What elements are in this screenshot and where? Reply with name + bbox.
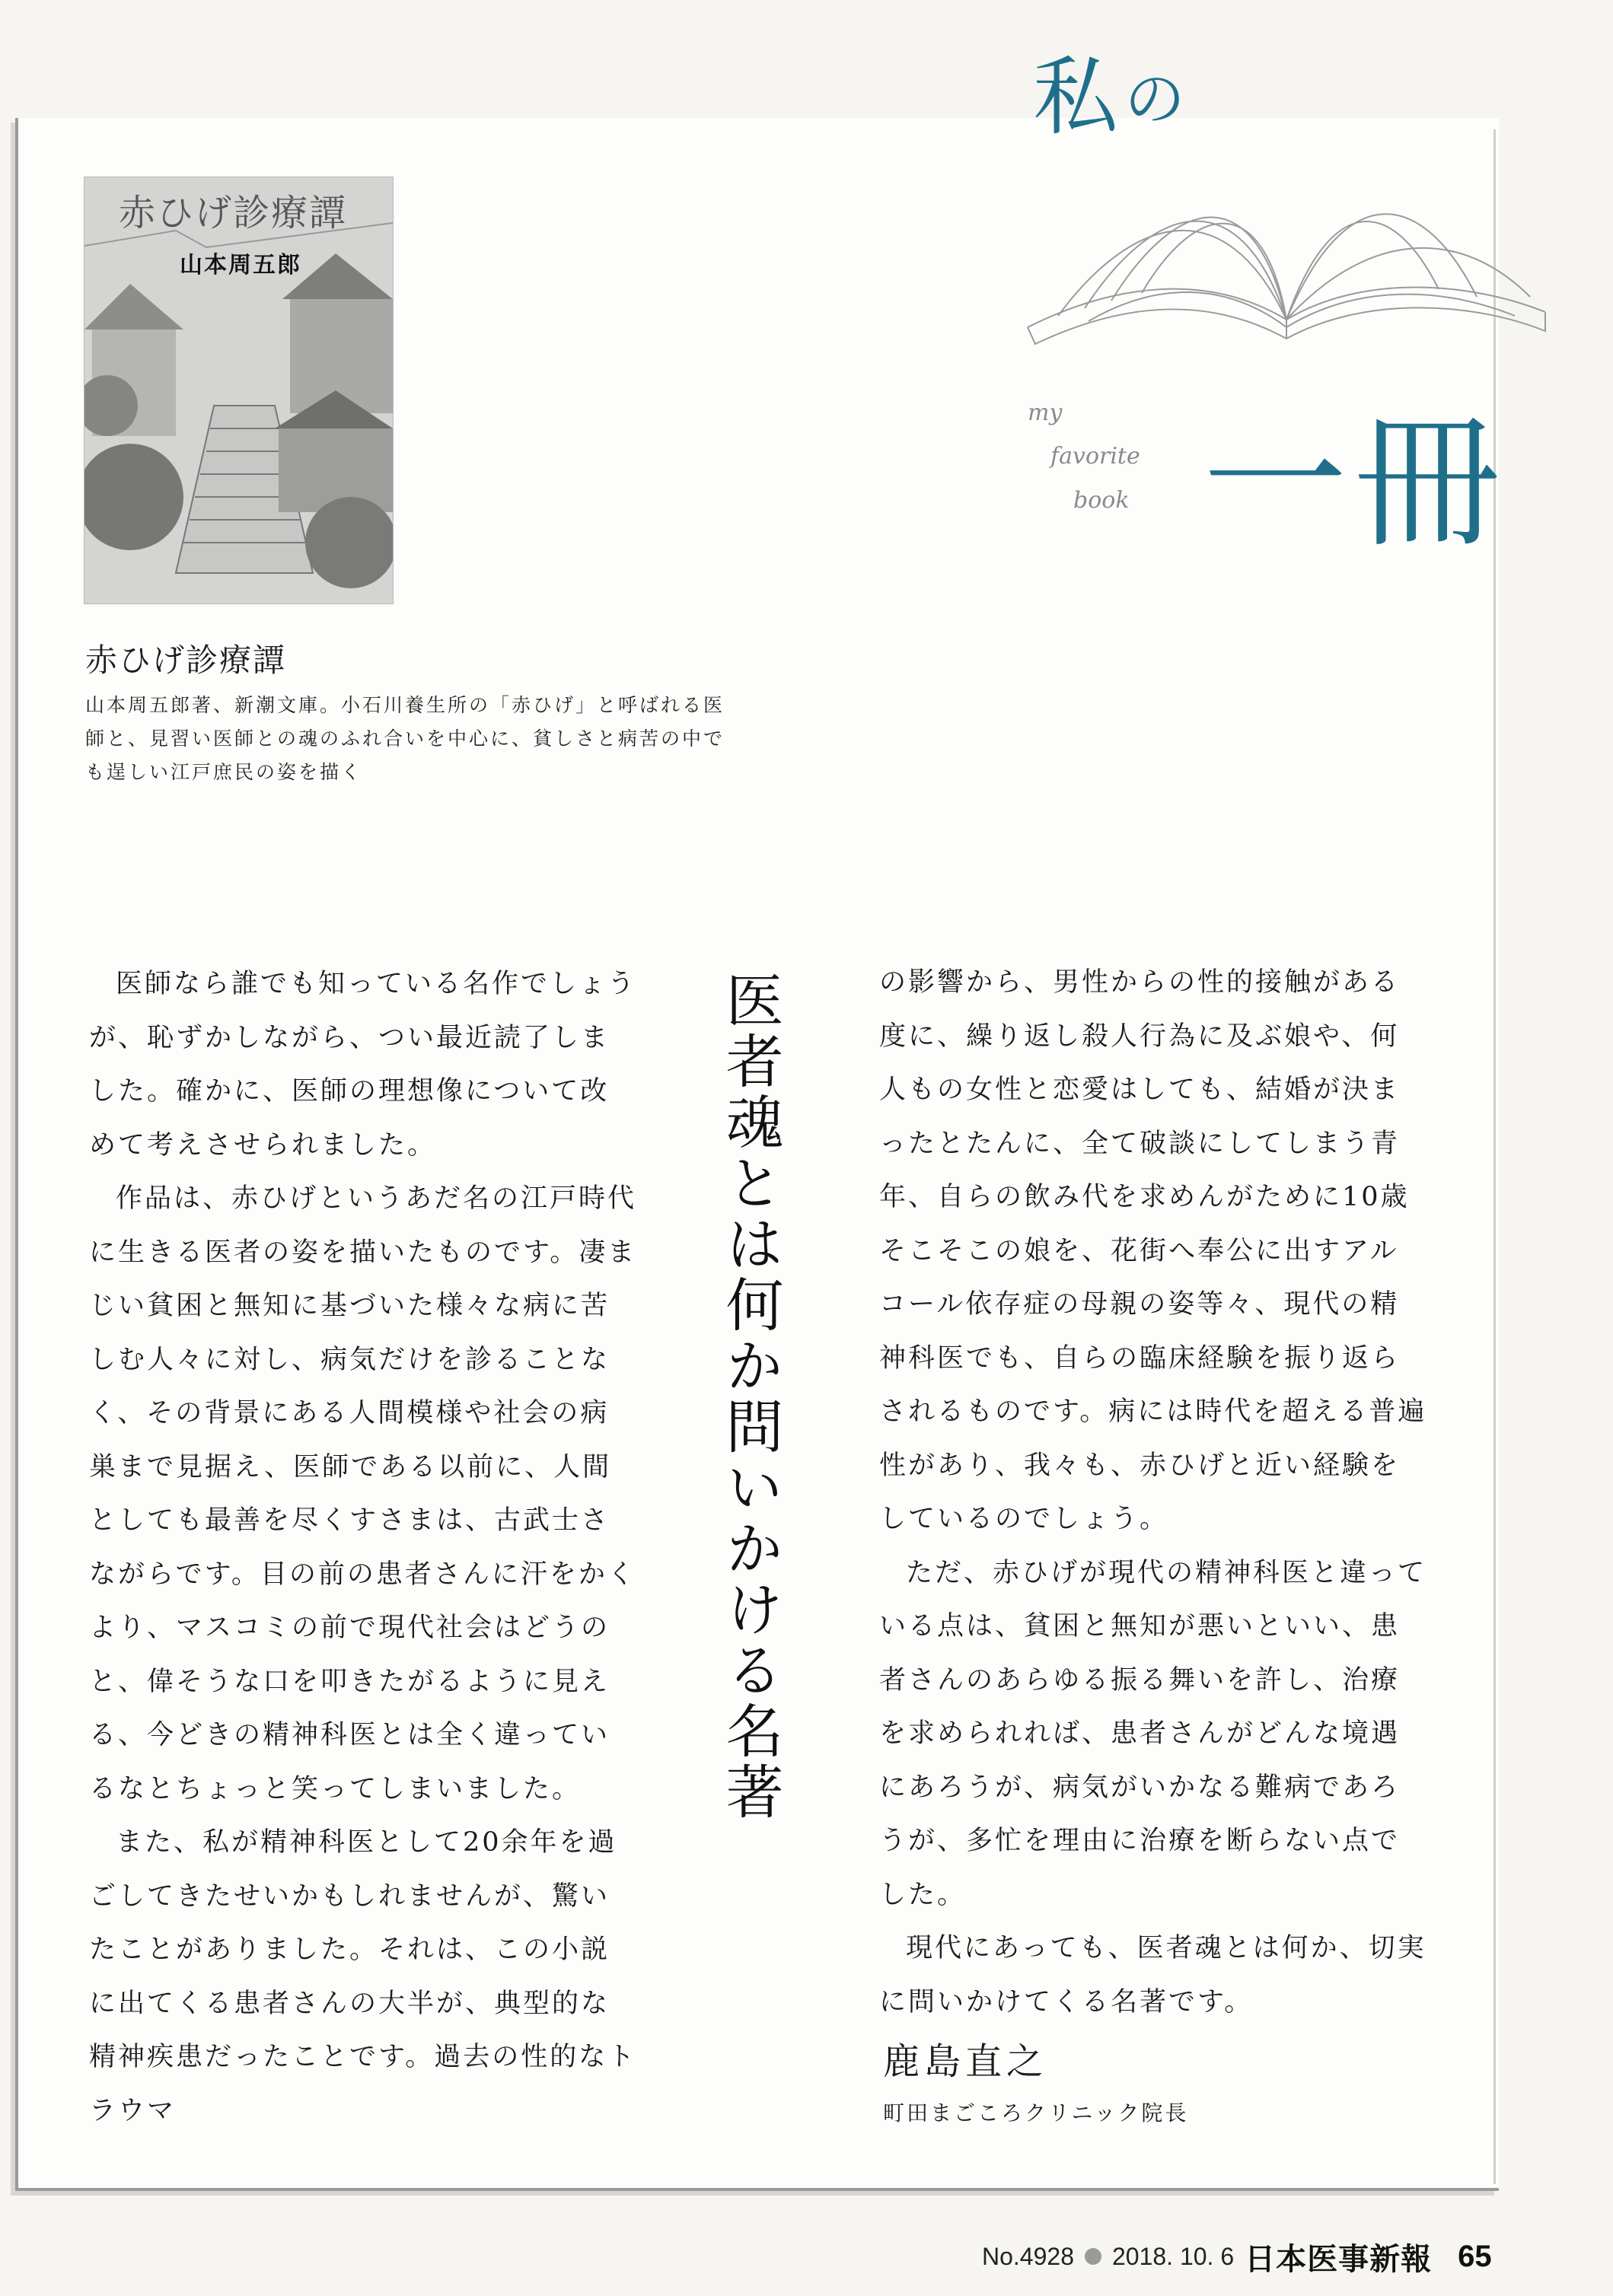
article-paragraph: ただ、赤ひげが現代の精神科医と違っている点は、貧困と無知が悪いといい、患者さんのあらゆる振る舞いを許し、治療を求められれば、患者さんがどんな境遇にあろうが、病気がいかなる難病であろうが、多忙を理由に治療を断らない点でした。 [879,1557,1427,1910]
issue-date: 2018. 10. 6 [1111,2242,1235,2270]
article-column-left [89,957,637,2138]
open-book-illustration [1012,145,1560,396]
book-description: 山本周五郎著、新潮文庫。小石川養生所の「赤ひげ」と呼ばれる医師と、見習い医師との魂のふれ合いを中心に、貧しさと病苦の中でも逞しい江戸庶民の姿を描く [85,694,725,783]
header-eng-my: my [1028,400,1063,426]
page-footer [982,2234,1583,2279]
article-paragraph: 医師なら誰でも知っている名作でしょうが、恥ずかしながら、つい最近読了しました。確かに、医師の理想像について改めて考えさせられました。 [89,969,637,1161]
article-paragraph: また、私が精神科医として20余年を過ごしてきたせいかもしれませんが、驚いたことがありました。それは、この小説に出てくる患者さんの大半が、典型的な精神疾患だったことです。過去の性的なトラウマ [89,1827,637,2126]
publication-name: 日本医事新報 [1245,2242,1433,2276]
article-paragraph: 現代にあっても、医者魂とは何か、切実に問いかけてくる名著です。 [879,1933,1427,2017]
header-eng-book: book [1073,487,1130,514]
header-eng-favorite: favorite [1050,443,1140,470]
article-paragraph: の影響から、男性からの性的接触がある度に、繰り返し殺人行為に及ぶ娘や、何人もの女性と恋愛はしても、結婚が決まったとたんに、全て破談にしてしまう青年、自らの飲み代を求めんがために10歳そこそこの娘を、花街へ奉公に出すアルコール依存症の母親の姿等々、現代の精神科医でも、自らの臨床経験を振り返らされるものです。病には時代を超える普遍性があり、我々も、赤ひげと近い経験をしているのでしょう。 [879,967,1427,1534]
cover-illustration [84,177,393,603]
book-cover-image [84,177,394,604]
author-affiliation: 町田まごころクリニック院長 [883,2100,1189,2126]
bullet-dot-icon [1085,2248,1101,2265]
header-issatsu: 一冊 [1203,399,1508,567]
header-watashi: 私 [1033,48,1124,147]
book-title: 赤ひげ診療譚 [85,642,287,679]
page-number: 65 [1458,2239,1492,2273]
cover-author: 山本周五郎 [180,252,301,279]
article-paragraph: 作品は、赤ひげというあだ名の江戸時代に生きる医者の姿を描いたものです。凄まじい貧困と無知に基づいた様々な病に苦しむ人々に対し、病気だけを診ることなく、その背景にある人間模様や社会の病巣まで見据え、医師である以前に、人間としても最善を尽くすさまは、古武士さながらです。目の前の患者さんに汗をかくより、マスコミの前で現代社会はどうのと、偉そうな口を叩きたがるように見える、今どきの精神科医とは全く違っているなとちょっと笑ってしまいました。 [89,1183,637,1804]
article-column-right [879,956,1427,2029]
cover-title: 赤ひげ診療譚 [119,192,348,234]
article-headline: 医者魂とは何か問いかける名著 [716,970,784,1823]
author-name: 鹿島直之 [883,2040,1048,2083]
header-no: の [1124,64,1191,135]
issue-number: No.4928 [982,2242,1074,2270]
header-watashino [1033,48,1191,147]
